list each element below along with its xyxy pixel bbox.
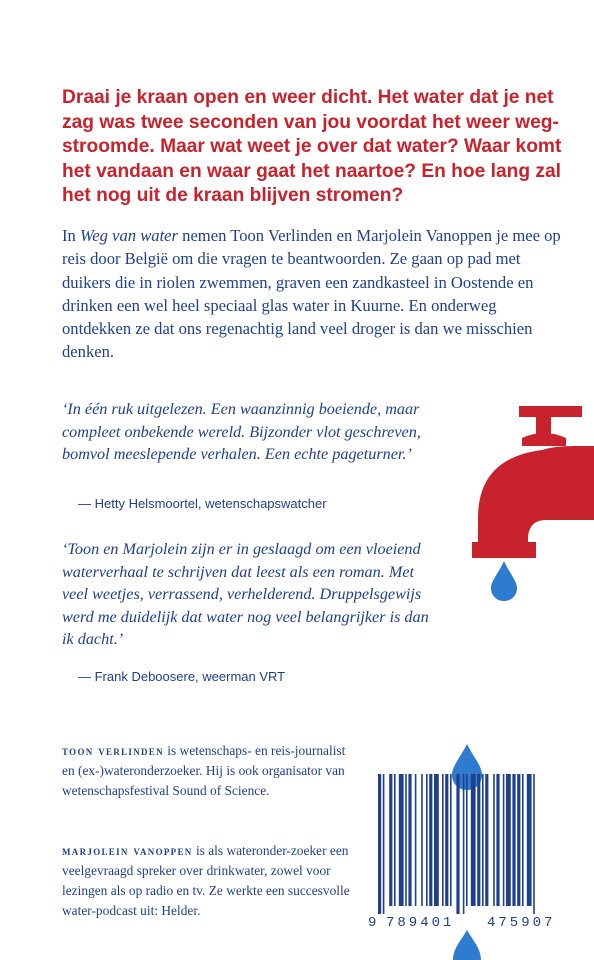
barcode-bar (415, 774, 417, 906)
barcode-bar (463, 774, 465, 914)
barcode-bar (442, 774, 444, 906)
barcode-bar (450, 774, 452, 906)
barcode-bar (378, 774, 381, 914)
barcode-bar (421, 774, 423, 906)
barcode-bar (405, 774, 407, 906)
barcode-bar (522, 774, 524, 906)
intro-paragraph: Draai je kraan open en weer dicht. Het water dat je net zag was twee seconden van jou voordat het weer weg-stroomde. Maar wat weet je over dat water? Waar komt het vandaan en waar gaat het naartoe? En hoe lang zal het nog uit de kraan blijven stromen? (62, 87, 562, 206)
barcode-bar (466, 774, 468, 906)
bio-marjolein-name: marjolein vanoppen (62, 843, 193, 858)
bio-toon (62, 741, 358, 801)
faucet-icon (434, 398, 594, 620)
water-drop-icon (491, 561, 517, 601)
barcode-bar (434, 774, 439, 906)
book-title: Weg van water (79, 226, 178, 245)
barcode-group-2: 475907 (487, 915, 556, 931)
barcode-bar (429, 774, 432, 906)
quote-2: ‘Toon en Marjolein zijn er in geslaagd om een vloeiend waterverhaal te schrijven dat leest als een roman. Met veel weetjes, verrassend, verhelderend. Druppelsgewijs werd me duidelijk dat water nog veel belangrijker is dan ik dacht.’ (62, 540, 429, 649)
barcode-bar (512, 774, 515, 906)
barcode-bar (506, 774, 511, 906)
barcode-bar (477, 774, 480, 906)
barcode-bar (471, 774, 476, 906)
bio-marjolein (62, 841, 358, 921)
water-drop-icon (453, 930, 481, 960)
barcode-bar (383, 774, 385, 914)
bio-marjolein-text: is als wateronder-zoeker een veelgevraagd spreker over drinkwater, zowel voor lezingen als op radio en tv. Ze werkte een succesvolle water-podcast uit: Helder. (62, 843, 350, 918)
barcode-bar (496, 774, 499, 906)
barcode-bar (517, 774, 520, 906)
barcode-bar (426, 774, 428, 906)
barcode-bars (378, 774, 535, 914)
quote-1: ‘In één ruk uitgelezen. Een waanzinnig boeiende, maar compleet onbekende wereld. Bijzonder vlot geschreven, bomvol meeslepende verhalen. Een echte pageturner.’ (62, 400, 421, 464)
barcode-bar (408, 774, 411, 906)
barcode-bar (533, 774, 535, 914)
barcode-bar (394, 774, 396, 906)
barcode-bar (389, 774, 392, 906)
quote-2-attribution: — Frank Deboosere, weerman VRT (78, 669, 286, 684)
body-rest: nemen Toon Verlinden en Marjolein Vanoppen je mee op reis door België om die vragen te beantwoorden. Ze gaan op pad met duikers die in riolen zwemmen, graven een zandkasteel in Oostende en drinken een wel heel speciaal glas water in Kuurne. En onderweg ontdekken ze dat ons regenachtig land veel droger is dan we misschien denken. (62, 226, 561, 362)
barcode-group-1: 789401 (386, 915, 455, 931)
barcode-bar (445, 774, 448, 906)
quote-1-attribution: — Hetty Helsmoortel, wetenschapswatcher (78, 496, 327, 511)
barcode-bar (485, 774, 488, 906)
body-prefix: In (62, 226, 80, 245)
bio-toon-name: toon verlinden (62, 743, 164, 758)
barcode-first-digit: 9 (368, 915, 377, 931)
barcode-bar (527, 774, 532, 906)
barcode-bar (493, 774, 495, 906)
barcode-bar (503, 774, 505, 906)
bio-toon-text: is wetenschaps- en reis-journalist en (ex-)wateronderzoeker. Hij is ook organisator van wetenschapsfestival Sound of Science. (62, 743, 346, 798)
barcode-bar (482, 774, 484, 906)
barcode-bar (399, 774, 404, 906)
body-paragraph (62, 224, 562, 364)
barcode-bar (456, 774, 459, 914)
barcode-icon (368, 744, 594, 960)
